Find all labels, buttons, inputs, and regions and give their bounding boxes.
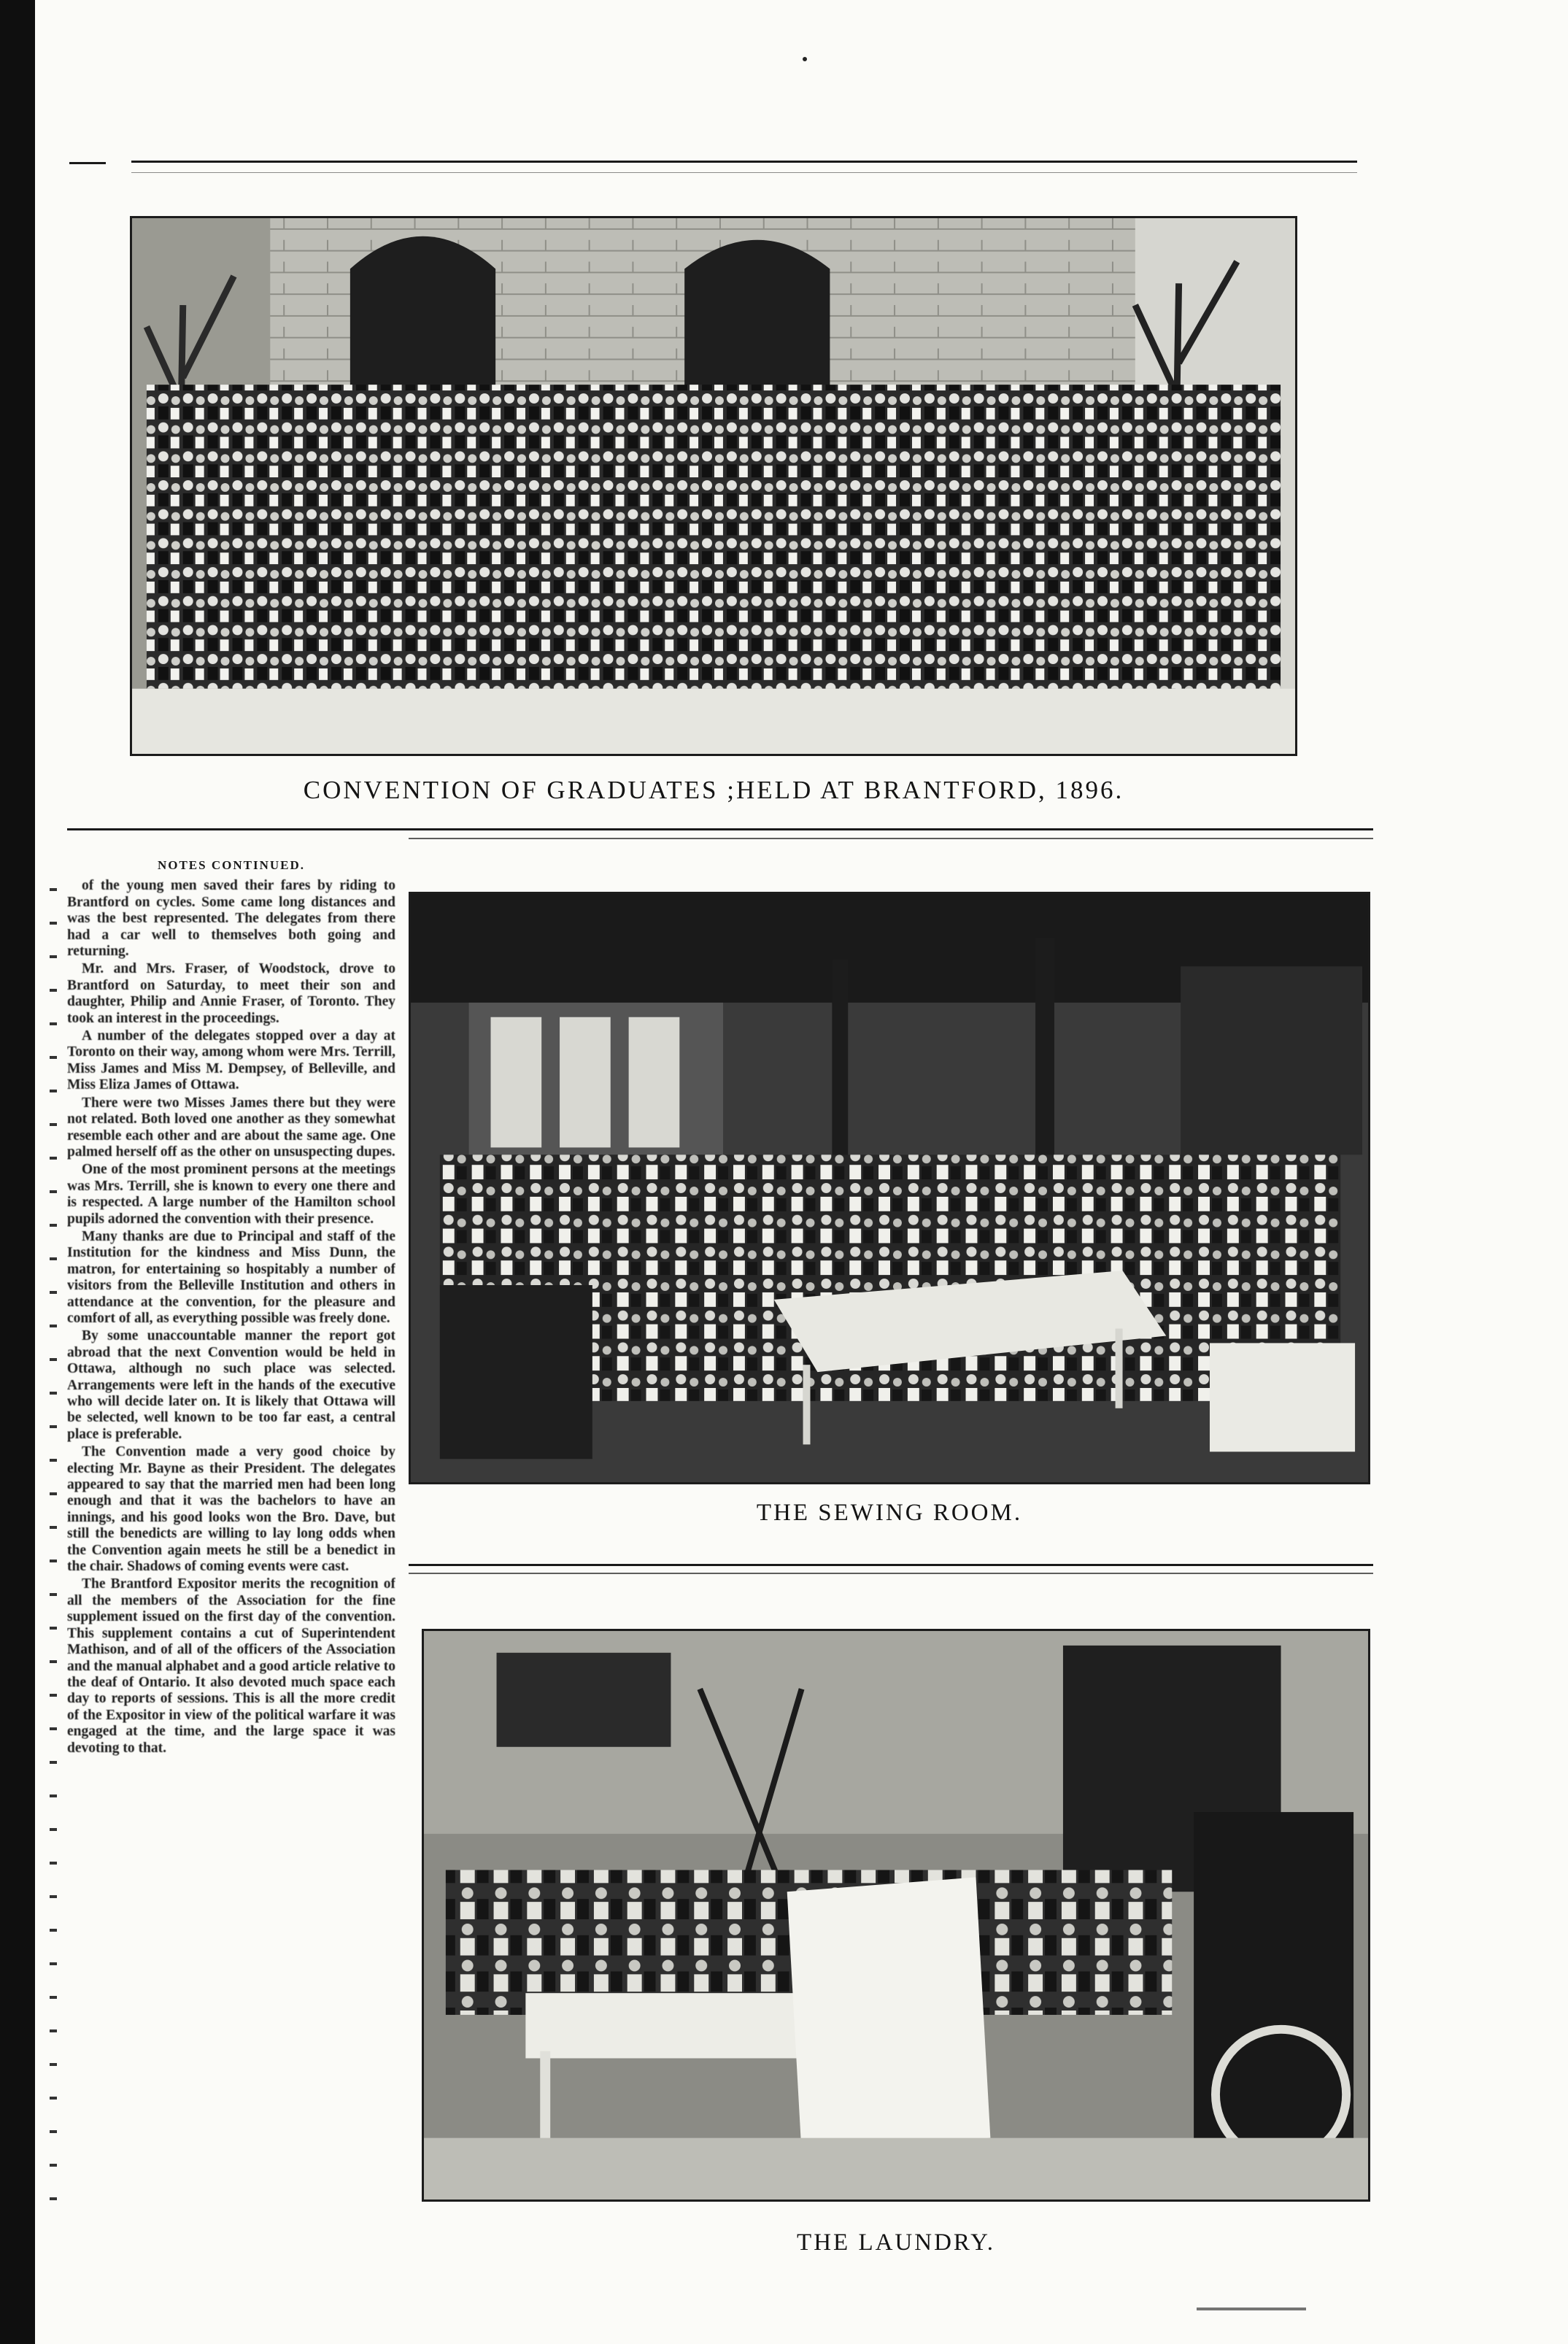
print-speck (803, 57, 807, 61)
article-paragraph: Mr. and Mrs. Fraser, of Woodstock, drove to Brantford on Saturday, to meet their son and daughter, Philip and Annie Fraser, of Toronto. They took an interest in the proceedings. (67, 961, 395, 1026)
convention-group-photo (130, 216, 1297, 756)
top-rule-left (69, 162, 106, 164)
top-rule (131, 161, 1357, 163)
article-paragraph: There were two Misses James there but they were not related. Both loved one another as they somewhat resemble each other and are about the same age. One palmed herself off as the other on unsuspecting dupes. (67, 1095, 395, 1160)
top-rule-thin (131, 172, 1357, 173)
caption-convention: CONVENTION OF GRADUATES ;HELD AT BRANTFORD, 1896. (303, 776, 1124, 804)
caption-sewing-room: THE SEWING ROOM. (756, 1500, 1023, 1526)
article-paragraph: The Convention made a very good choice by electing Mr. Bayne as their President. The delegates appeared to say that the married men had been long enough and that it was the bachelors to have an innings, and his good looks won the Bro. Dave, but still the benedicts are willing to lay long odds when the Convention again meets he still be a benedict in the chair. Shadows of coming events were cast. (67, 1444, 395, 1575)
article-paragraph: By some unaccountable manner the report got abroad that the next Convention would be held in Ottawa, although no such place was selected. Arrangements were left in the hands of the executive who will decide later on. It is likely that Ottawa will be selected, well known to be too far east, a central place is preferable. (67, 1328, 395, 1442)
article-paragraph: A number of the delegates stopped over a day at Toronto on their way, among whom were Mrs. Terrill, Miss James and Miss M. Dempsey, of Belleville, and Miss Eliza James of Ottawa. (67, 1028, 395, 1093)
section-rule-2 (409, 1564, 1373, 1566)
bottom-smudge (1197, 2308, 1306, 2310)
binding-edge (0, 0, 35, 2344)
section-rule-2b (409, 1573, 1373, 1574)
caption-laundry: THE LAUNDRY. (797, 2229, 995, 2256)
article-paragraph: One of the most prominent persons at the meetings was Mrs. Terrill, she is known to every one there and is respected. A large number of the Hamilton school pupils adorned the convention with their presence. (67, 1162, 395, 1227)
article-paragraph: Many thanks are due to Principal and staff of the Institution for the kindness and Miss Dunn, the matron, for entertaining so hospitably a number of visitors from the Belleville Institution and others in attendance at the convention, for the pleasure and comfort of all, as everything possible was freely done. (67, 1228, 395, 1326)
laundry-photo (422, 1629, 1370, 2202)
article-column (67, 857, 395, 2302)
article-paragraph: of the young men saved their fares by riding to Brantford on cycles. Some came long distances and was the best represented. The delegates from there had a car well to themselves both going and returning. (67, 878, 395, 960)
section-rule-1 (67, 828, 1373, 830)
section-rule-1b (409, 838, 1373, 839)
margin-marks (44, 857, 64, 2281)
article-paragraph: The Brantford Expositor merits the recognition of all the members of the Association for the fine supplement issued on the first day of the convention. This supplement contains a cut of Superintendent Mathison, and of all of the officers of the Association and the manual alphabet and a good article relative to the deaf of Ontario. It also devoted much space each day to reports of sessions. This is all the more credit of the Expositor in view of the political warfare it was engaged at the time, and the large space it was devoting to that. (67, 1576, 395, 1756)
sewing-room-photo (409, 892, 1370, 1484)
article-heading: NOTES CONTINUED. (157, 858, 306, 872)
